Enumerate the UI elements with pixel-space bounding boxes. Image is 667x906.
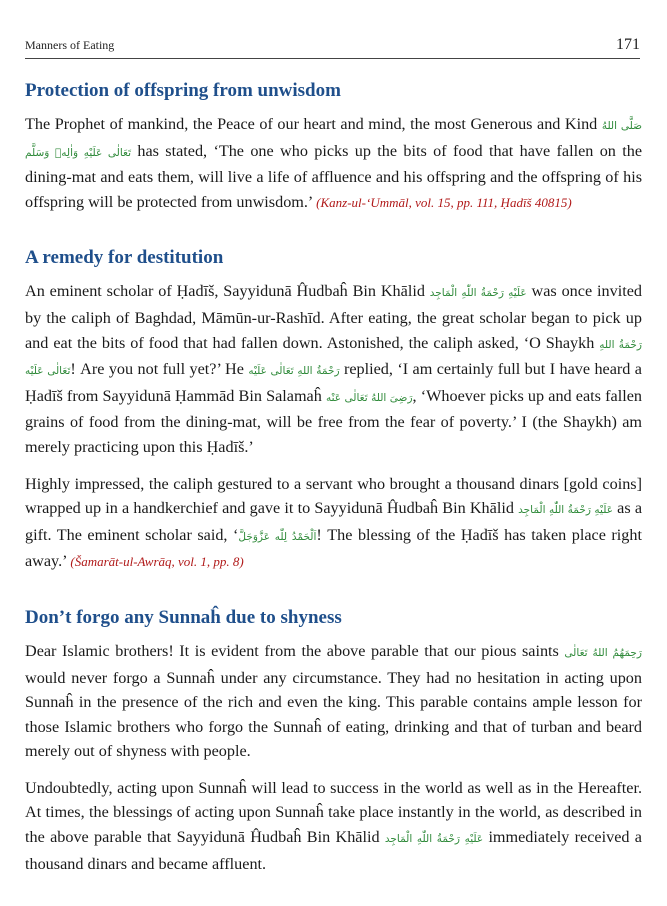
- text-run: An eminent scholar of Ḥadīš, Sayyidunā Ĥudbaĥ Bin Khālid: [25, 282, 430, 301]
- page-content: [25, 78, 642, 906]
- section-heading: Protection of offspring from unwisdom: [25, 80, 341, 101]
- text-run: immediately received a thousand dinars and became affluent.: [25, 828, 642, 873]
- text-run: would never forgo a Sunnaĥ under any circumstance. They had no hesitation in acting upon Sunnaĥ in the presence of the rich and even the king. This parable contains ample lesson for those Islamic brothers who forgo the Sunnaĥ of eating, drinking and that of turban and beard merely out of shyness with people.: [25, 668, 642, 761]
- paragraph: [25, 279, 642, 459]
- text-run: has stated, ‘The one who picks up the bits of food that have fallen on the dining-mat and eats them, will live a life of affluence and his offspring and the offspring of his offspring will be protected from unwisdom.’: [25, 141, 643, 211]
- running-header: [25, 36, 640, 59]
- running-title: Manners of Eating: [25, 38, 115, 52]
- paragraph: [25, 112, 642, 215]
- text-run: was once invited by the caliph of Baghdad, Māmūn-ur-Rashīd. After eating, the great scholar began to pick up and eat the bits of food that had fallen down. Astonished, the caliph asked, ‘O Shaykh: [25, 282, 642, 352]
- arabic-honorific: اَلْحَمْدُ لِلّٰه عَزَّوَجَلَّ: [238, 530, 317, 543]
- text-run: The Prophet of mankind, the Peace of our heart and mind, the most Generous and Kind: [25, 115, 602, 133]
- text-run: , ‘Whoever picks up and eats fallen grains of food from the dining-mat, will be free from the fear of poverty.’ I (the Shaykh) am merely practicing upon this Ḥadīš.’: [25, 386, 642, 456]
- arabic-honorific: عَلَيْهِ رَحْمَةُ اللّٰهِ الْمَاجِد: [429, 287, 527, 300]
- arabic-honorific: عَلَيْهِ رَحْمَةُ اللّٰهِ الْمَاجِد: [518, 504, 613, 517]
- text-run: replied, ‘I am certainly full but I have heard a Ḥadīš from Sayyidunā Ḥammād Bin Salamaĥ: [25, 360, 642, 405]
- section-dont-forgo-sunnah: [25, 605, 642, 876]
- page-number: 171: [616, 36, 640, 53]
- text-run: as a gift. The eminent scholar said, ‘: [25, 499, 643, 544]
- text-run: ! The blessing of the Ḥadīš has taken place right away.’: [25, 525, 642, 571]
- section-heading: A remedy for destitution: [25, 247, 224, 269]
- paragraph: [25, 776, 642, 876]
- paragraph: [25, 472, 642, 575]
- arabic-honorific: رَحِمَهُمُ اللهُ تَعَالٰی: [564, 646, 642, 659]
- section-protection-of-offspring: [25, 78, 642, 215]
- section-remedy-for-destitution: [25, 245, 642, 575]
- text-run: ! Are you not full yet?’ He: [70, 360, 249, 379]
- arabic-honorific: رَضِیَ اللهُ تَعَالٰی عَنْه: [326, 391, 413, 404]
- text-run: Highly impressed, the caliph gestured to a servant who brought a thousand dinars [gold coins] wrapped up in a handkerchief and gave it to Sayyidunā Ĥudbaĥ Bin Khālid: [25, 474, 642, 518]
- arabic-honorific: رَحْمَةُ اللهِ تَعَالٰی عَلَيْه: [248, 365, 340, 378]
- text-run: Undoubtedly, acting upon Sunnaĥ will lead to success in the world as well as in the Hereafter. At times, the blessings of acting upon Sunnaĥ take place instantly in the world, as described in the above parable that Sayyidunā Ĥudbaĥ Bin Khālid: [25, 778, 642, 847]
- arabic-honorific: صَلَّى اللهُ تَعَالٰی عَلَيْهِ وَاٰلِهٖ وَسَلَّم: [25, 120, 642, 159]
- arabic-honorific: رَحْمَةُ اللهِ تَعَالٰی عَلَيْه: [25, 338, 642, 378]
- paragraph: [25, 639, 642, 764]
- section-heading: Don’t forgo any Sunnaĥ due to shyness: [25, 606, 342, 628]
- citation: (Kanz-ul-‘Ummāl, vol. 15, pp. 111, Ḥadīš 40815): [316, 194, 572, 210]
- citation: (Šamarāt-ul-Awrāq, vol. 1, pp. 8): [70, 554, 244, 570]
- arabic-honorific: عَلَيْهِ رَحْمَةُ اللّٰهِ الْمَاجِد: [384, 833, 484, 846]
- text-run: Dear Islamic brothers! It is evident from the above parable that our pious saints: [25, 641, 565, 660]
